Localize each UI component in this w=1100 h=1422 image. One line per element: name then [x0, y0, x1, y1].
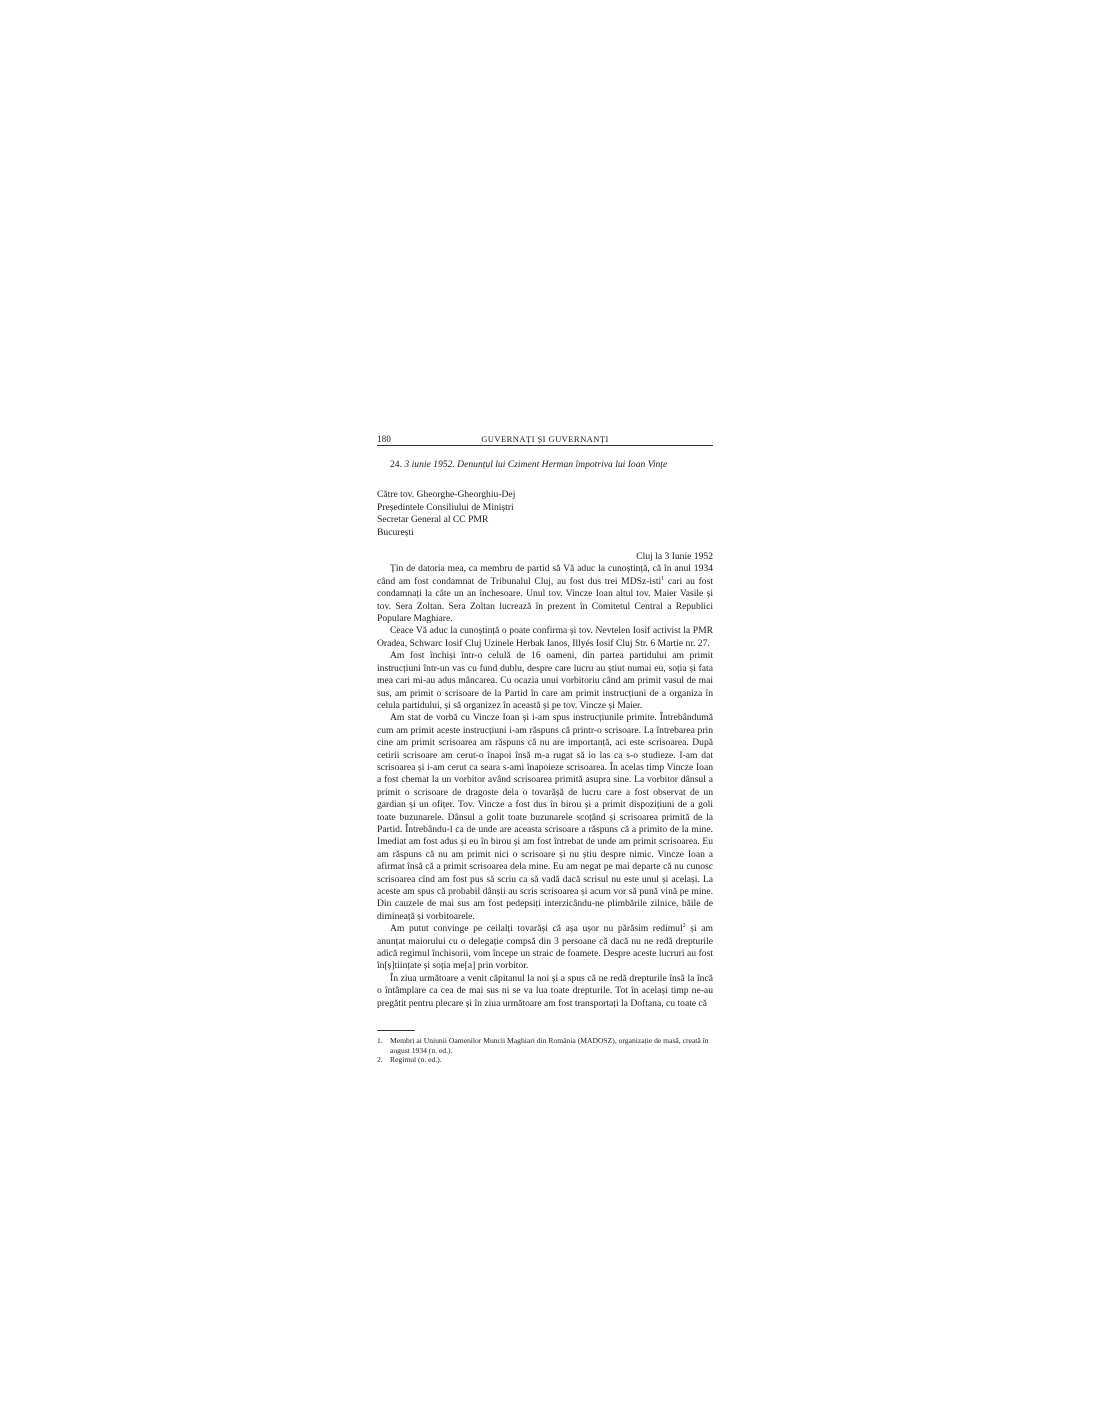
footnote-number: 1.: [377, 1036, 383, 1046]
document-heading: [377, 459, 713, 471]
paragraph-text: Am putut convinge pe ceilalți tovarăși că așa ușor nu părăsim redimul: [390, 923, 683, 935]
paragraph: În ziua următoare a venit căpitanul la noi și a spus că ne redă drepturile însă la încă o întâmplare ca cea de mai sus ni se va lua toate drepturile. Tot în același timp ne-au pregătit pentru plecare și în ziua următoare am fost transportați la Doftana, cu toate că: [377, 972, 713, 1009]
addressee-line: Președintele Consiliului de Miniștri: [377, 501, 514, 513]
running-header: [377, 432, 713, 446]
paragraph-text: cari au fost condamnați la câte un an închesoare. Unul tov. Vincze Ioan altul tov. Maier Vasile și tov. Sera Zoltan. Sera Zoltan lucrează în prezent în Comitetul Central a Republici Populare Maghiare.: [377, 575, 713, 625]
paragraph: [377, 563, 713, 625]
footnote: [377, 1036, 713, 1055]
footnote-text: Membri ai Uniunii Oamenilor Muncii Maghiari din România (MADOSZ), organizație de masă, creată în august 1934 (n. ed.).: [390, 1036, 709, 1055]
document-number: 24.: [390, 459, 402, 470]
paragraph: [377, 923, 713, 973]
paragraph: Ceace Vă aduc la cunoștință o poate confirma și tov. Nevtelen Iosif activist la PMR Oradea, Schwarc Iosif Cluj Uzinele Herbak Ianos, Illyés Iosif Cluj Str. 6 Martie nr. 27.: [377, 625, 713, 649]
addressee-line: București: [377, 526, 414, 538]
footnote-ref: 2: [682, 923, 686, 930]
letter-body: [377, 563, 713, 1010]
footnote-divider: [377, 1030, 415, 1031]
footnote-ref: 1: [661, 575, 665, 582]
paragraph: Am fost închiși într-o celulă de 16 oameni, din partea partidului am primit instrucțiuni într-un vas cu fund dublu, despre care lucru au știut numai eu, soția și fata mea cari mi-au adus mâncarea. Cu ocazia unui vorbitoriu când am primit vasul de mai sus, am primit o scrisoare de la Partid în care am primit instrucțiuni de a organiza în celula partidului, și să organizez în această și pe tov. Vincze și Maier.: [377, 650, 713, 711]
paragraph-text: Țin de datoria mea, ca membru de partid să Vă aduc la cunoștință, că în anul 1934 când am fost condamnat de Tribunalul Cluj, au fost dus trei MDSz-isti: [377, 563, 713, 587]
footnote-text: Regimul (n. ed.).: [390, 1055, 442, 1065]
paragraph: Am stat de vorbă cu Vincze Ioan și i-am spus instrucțiunile primite. Întrebândumă cum am primit aceste instrucțiuni i-am răspuns că printr-o scrisoare. La întrebarea prin cine am primit scrisoarea am răspuns că nu are importanță, aci este scrisoarea. După cetirii scrisoare am cerut-o înapoi însă m-a rugat să io las ca s-o studieze. I-am dat scrisoarea și i-am cerut ca seara s-ami înapoieze scrisoarea. În acelas timp Vincze Ioan a fost chemat la un vorbitor având scrisoarea primită asupra sine. La vorbitor dânsul a primit o scrisoare de dragoste dela o tovarășă de lucru care a fost observat de un gardian și un ofițer. Tov. Vincze a fost dus în birou și a primit dispozițiuni de a goli toate buzunarele. Dânsul a golit toate buzunarele scoțând și scrisoarea primită de la Partid. Întrebându-l ca de unde are aceasta scrisoare a răspuns că a primito de la mine. Imediat am fost adus și eu în birou și am fost întrebat de unde am primit scrisoarea. Eu am răspuns că nu am primit nici o scrisoare și nu știu despre nimic. Vincze Ioan a afirmat însă că a primit scrisoarea dela mine. Eu am negat pe mai departe că nu cunosc scrisoarea cînd am fost pus să scriu ca să vadă dacă scrisul nu este unul și același. La aceste am spus că probabil dânșii au scris scrisoarea și acum vor să pună vină pe mine. Din cauzele de mai sus am fost pedepsiți interzicându-ne plimbările zilnice, băile de dimineață și vorbitoarele.: [377, 712, 713, 922]
paragraph-text: și am anunțat maiorului cu o delegație compsă din 3 persoane că dacă nu ne redă drepturile adică regimul închisorii, vom începe un straic de foamete. Despre aceste lucruri au fost în[ș]tiințate și soția me[a] prin vorbitor.: [377, 923, 714, 972]
running-title: GUVERNAȚI ȘI GUVERNANȚI: [481, 434, 609, 444]
addressee-line: Către tov. Gheorghe-Gheorghiu-Dej: [377, 489, 516, 501]
footnotes: [377, 1036, 713, 1065]
addressee-block: [377, 489, 713, 539]
page-number: 180: [377, 434, 392, 444]
addressee-line: Secretar General al CC PMR: [377, 514, 489, 526]
footnote-number: 2.: [377, 1055, 383, 1065]
footnote: [377, 1055, 713, 1065]
document-page: [377, 432, 713, 1065]
place-date: Cluj la 3 Iunie 1952: [636, 551, 713, 563]
document-title: 3 iunie 1952. Denunțul lui Cziment Herman împotriva lui Ioan Vințe: [404, 459, 668, 470]
